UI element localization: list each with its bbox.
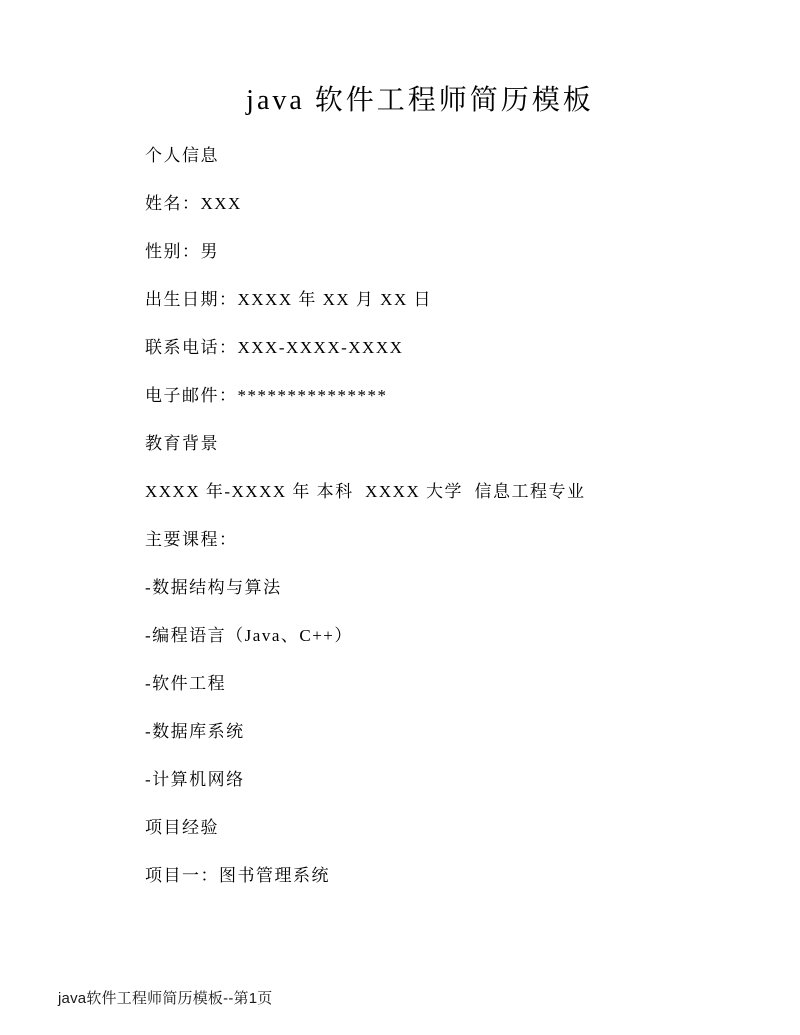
resume-line-name: 姓名：XXX — [145, 194, 242, 213]
resume-line-course-2: -编程语言（Java、C++） — [145, 626, 353, 645]
resume-line-education-detail: XXXX 年-XXXX 年 本科 XXXX 大学 信息工程专业 — [145, 482, 586, 501]
resume-line-courses-heading: 主要课程： — [145, 530, 238, 549]
resume-line-projects-heading: 项目经验 — [145, 818, 219, 837]
resume-line-email: 电子邮件：*************** — [145, 386, 388, 405]
resume-line-course-4: -数据库系统 — [145, 722, 245, 741]
resume-line-personal-info-heading: 个人信息 — [145, 146, 219, 165]
resume-line-gender: 性别：男 — [145, 242, 219, 261]
resume-line-birthdate: 出生日期：XXXX 年 XX 月 XX 日 — [145, 290, 432, 309]
document-title: java 软件工程师简历模板 — [246, 85, 594, 116]
page-footer: java软件工程师简历模板--第1页 — [58, 990, 273, 1007]
resume-line-project-1: 项目一：图书管理系统 — [145, 866, 330, 885]
resume-line-course-5: -计算机网络 — [145, 770, 245, 789]
resume-line-course-3: -软件工程 — [145, 674, 227, 693]
resume-line-phone: 联系电话：XXX-XXXX-XXXX — [145, 338, 404, 357]
resume-line-course-1: -数据结构与算法 — [145, 578, 282, 597]
resume-line-education-heading: 教育背景 — [145, 434, 219, 453]
